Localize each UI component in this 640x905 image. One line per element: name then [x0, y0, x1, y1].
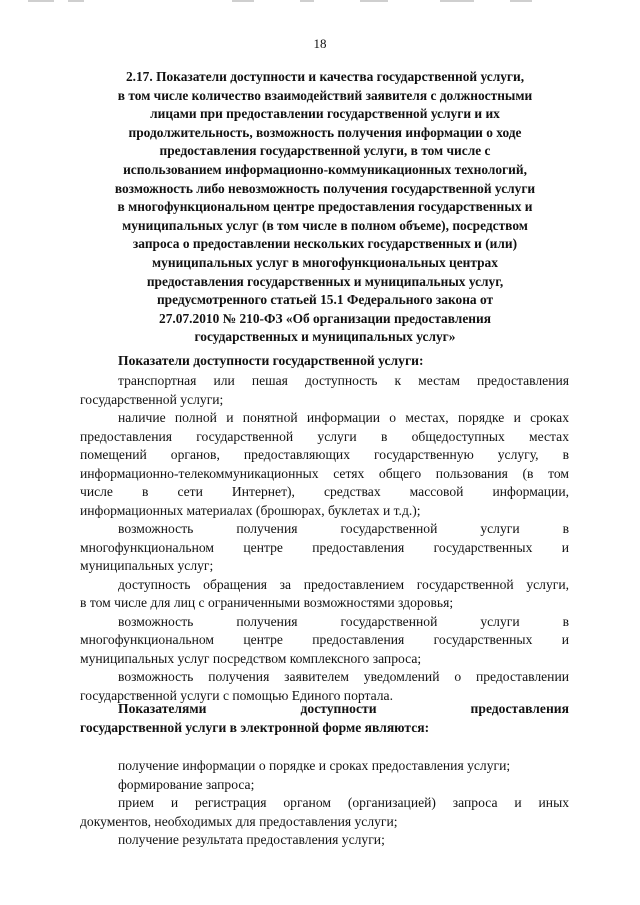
text-line: государственной услуги; [80, 391, 224, 407]
text-line: документов, необходимых для предоставления услуги; [80, 813, 398, 829]
heading-line: 27.07.2010 № 210-ФЗ «Об организации предоставления [159, 310, 491, 326]
heading-line: предусмотренного статьей 15.1 Федерального закона от [156, 292, 494, 308]
section-heading [80, 68, 570, 347]
heading-line: лицами при предоставлении государственной услуги и их [150, 106, 500, 122]
list-item [80, 794, 569, 831]
accessibility-indicators-list [80, 372, 569, 705]
text-line: получение результата предоставления услуги; [118, 832, 385, 847]
text-line: муниципальных услуг; [80, 558, 214, 573]
text-line: возможность получения заявителем уведомлений о предоставлении [118, 669, 569, 684]
heading-line: 2.17. Показатели доступности и качества государственной услуги, [125, 69, 525, 84]
text-line: информационных материалах (брошюрах, буклетах и т.д.); [80, 502, 421, 518]
list-item [80, 372, 569, 409]
list-item [80, 613, 569, 669]
heading-line: муниципальных услуг (в том числе в полном объеме), посредством [122, 217, 528, 233]
heading-line: продолжительность, возможность получения информации о ходе [128, 124, 522, 140]
text-line: в том числе для лиц с ограниченными возможностями здоровья; [80, 595, 454, 610]
text-line: доступность обращения за предоставлением государственной услуги, [118, 576, 569, 592]
text-line: прием и регистрация органом (организацией) запроса и иных [118, 795, 569, 810]
scan-edge-marks [0, 0, 640, 6]
page-number: 18 [313, 36, 327, 51]
text-line: предоставления государственной услуги в общедоступных местах [80, 428, 569, 444]
heading-line: запроса о предоставлении нескольких государственных и (или) [132, 236, 518, 252]
title-line: Показателями доступности предоставления [118, 701, 569, 716]
electronic-indicators-title [80, 700, 569, 737]
accessibility-indicators-title: Показатели доступности государственной услуги: [118, 353, 424, 368]
text-line: муниципальных услуг посредством комплексного запроса; [80, 650, 422, 666]
text-line: получение информации о порядке и сроках предоставления услуги; [118, 758, 511, 773]
list-item [80, 776, 569, 795]
list-item [80, 576, 569, 613]
text-line: государственной услуги с помощью Единого портала. [80, 687, 393, 703]
list-item [80, 409, 569, 520]
electronic-indicators-list [80, 757, 569, 850]
text-line: числе в сети Интернет), средствах массовой информации, [80, 484, 569, 499]
heading-line: в том числе количество взаимодействий заявителя с должностными [117, 87, 533, 103]
text-line: многофункциональном центре предоставления государственных и [80, 632, 569, 647]
list-item [80, 520, 569, 576]
heading-line: муниципальных услуг в многофункциональных центрах [152, 254, 498, 270]
text-line: информационно-телекоммуникационных сетях общего пользования (в том [80, 465, 569, 481]
text-line: формирование запроса; [118, 776, 255, 792]
heading-line: государственных и муниципальных услуг» [194, 329, 456, 345]
title-line: государственной услуги в электронной форме являются: [80, 719, 430, 735]
text-line: возможность получения государственной услуги в [118, 613, 569, 629]
text-line: помещений органов, предоставляющих государственную услугу, в [80, 447, 569, 462]
heading-line: предоставления государственных и муниципальных услуг, [146, 273, 504, 289]
text-line: наличие полной и понятной информации о местах, порядке и сроках [118, 410, 569, 425]
list-item [80, 831, 569, 850]
heading-line: предоставления государственной услуги, в том числе с [159, 143, 491, 159]
text-line: транспортная или пешая доступность к местам предоставления [118, 373, 569, 388]
text-line: возможность получения государственной услуги в [118, 521, 569, 536]
list-item [80, 757, 569, 776]
heading-line: использованием информационно-коммуникационных технологий, [123, 161, 527, 177]
heading-line: в многофункциональном центре предоставления государственных и [117, 199, 533, 215]
text-line: многофункциональном центре предоставления государственных и [80, 539, 569, 555]
heading-line: возможность либо невозможность получения государственной услуги [114, 180, 536, 196]
